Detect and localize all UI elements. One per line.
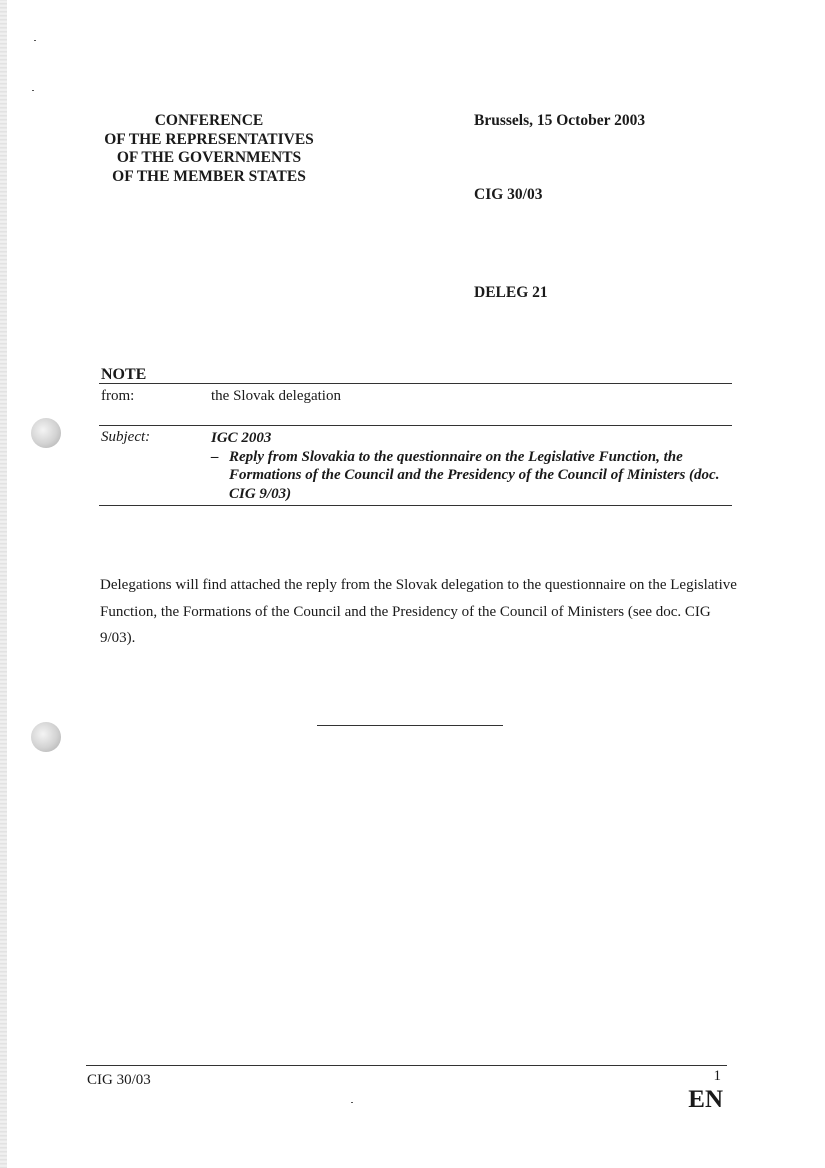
body-paragraph: Delegations will find attached the reply from the Slovak delegation to the questionnaire on the Legislative Function, the Formations of the Council and the Presidency of the Council of Ministers (see doc. CIG 9/03). [100, 577, 737, 646]
subject-item-text: Reply from Slovakia to the questionnaire on the Legislative Function, the Formations of the Council and the Presidency of the Council of Ministers (doc. CIG 9/03) [229, 448, 720, 502]
note-divider-top [99, 383, 732, 384]
subject-label: Subject: [101, 429, 151, 445]
institution-line: OF THE MEMBER STATES [112, 167, 306, 185]
scan-speck [34, 40, 36, 41]
punch-hole-bottom [31, 722, 61, 752]
institution-line: CONFERENCE [154, 112, 264, 129]
footer-rule [86, 1065, 727, 1066]
institution-line: OF THE GOVERNMENTS [116, 149, 302, 166]
document-date: Brussels, 15 October 2003 [474, 112, 646, 129]
document-reference: CIG 30/03 [474, 186, 543, 203]
from-label: from: [101, 388, 135, 404]
page-number: 1 [713, 1068, 721, 1084]
note-divider-middle [99, 425, 732, 426]
subject-item [211, 448, 731, 504]
institution-header [100, 112, 318, 186]
footer-doc-reference: CIG 30/03 [87, 1072, 151, 1088]
subject-heading: IGC 2003 [211, 430, 272, 446]
subject-block [211, 429, 731, 503]
note-divider-bottom [99, 505, 732, 506]
subject-dash: – [211, 448, 219, 465]
scan-speck [32, 90, 34, 91]
scan-edge [0, 0, 7, 1168]
end-rule [317, 725, 503, 726]
delegation-reference: DELEG 21 [474, 284, 548, 301]
from-value: the Slovak delegation [211, 388, 341, 404]
punch-hole-top [31, 418, 61, 448]
scan-speck [351, 1102, 353, 1103]
institution-line: OF THE REPRESENTATIVES [104, 130, 314, 148]
note-title: NOTE [101, 366, 147, 383]
language-code: EN [688, 1086, 723, 1113]
